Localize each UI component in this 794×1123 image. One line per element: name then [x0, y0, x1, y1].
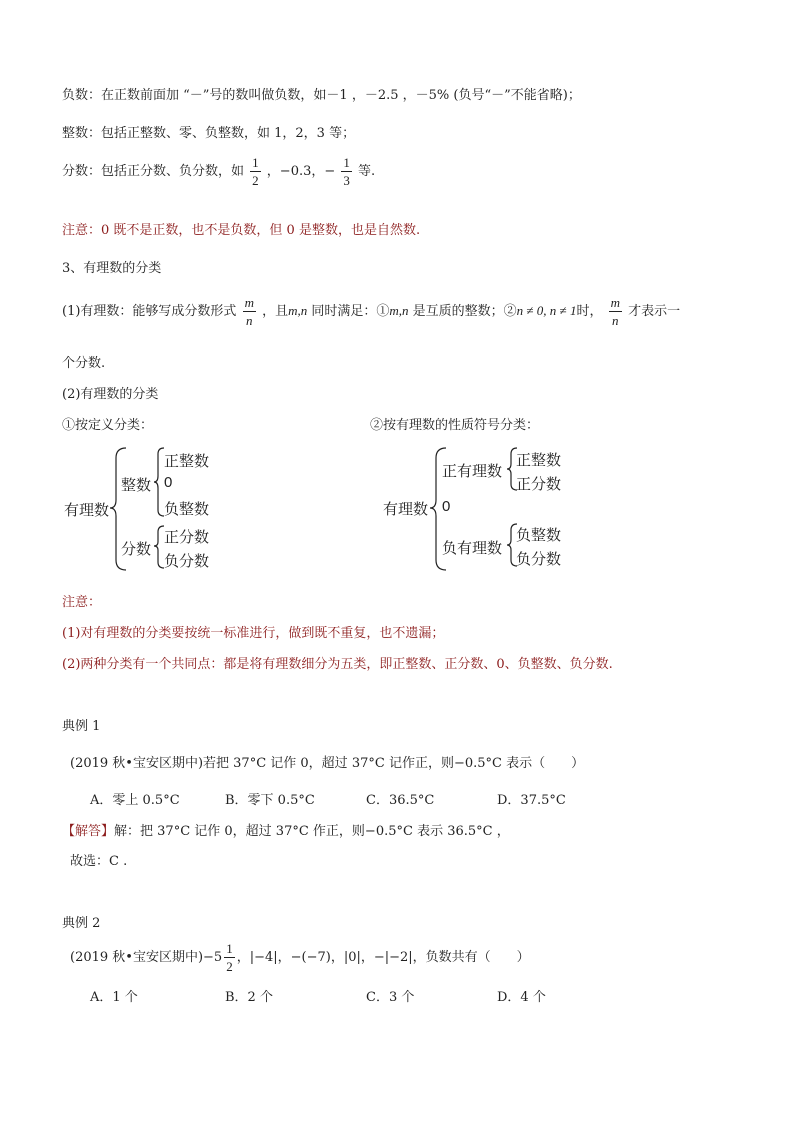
tree-right-positive: 正有理数: [442, 463, 503, 480]
example2-option-d: D．4 个: [497, 990, 546, 1005]
rational-def-prefix: (1)有理数：能够写成分数形式: [62, 304, 237, 319]
condition-n: n ≠ 0, n ≠ 1: [516, 303, 577, 318]
example2-option-c: C．3 个: [366, 990, 415, 1005]
tree-left-neg-int: 负整数: [164, 501, 210, 518]
rational-def-mid2: 同时满足：①: [307, 304, 390, 319]
rational-def-mid3: 是互质的整数；②: [408, 304, 517, 319]
answer-tag: 【解答】: [62, 824, 115, 839]
note-1: (1)对有理数的分类要按统一标准进行，做到既不重复，也不遗漏；: [62, 626, 445, 641]
mixed-fraction-half: $\frac{1}{2}$: [226, 941, 233, 974]
tree-right-neg-frac: 负分数: [516, 551, 562, 568]
example1-option-b: B．零下 0.5°C: [225, 793, 315, 808]
fraction-m-over-n: $\frac{m}{n}$: [244, 295, 254, 328]
fraction-one-third: $\frac{1}{3}$: [343, 155, 350, 188]
tree-right-zero: 0: [442, 498, 451, 515]
by-definition-label: ①按定义分类：: [62, 418, 154, 433]
example1-title: 典例 1: [62, 719, 101, 734]
classification-title: (2)有理数的分类: [62, 387, 159, 402]
tree-right-pos-frac: 正分数: [516, 476, 562, 493]
tree-left-integer: 整数: [121, 477, 152, 494]
example2-title: 典例 2: [62, 916, 101, 931]
example2-question: [70, 942, 530, 973]
fraction-def-suffix: 等.: [358, 164, 376, 179]
example1-option-a: A．零上 0.5°C: [90, 793, 180, 808]
example2-option-b: B．2 个: [225, 990, 273, 1005]
vars-mn: m,n: [288, 303, 308, 318]
integer-definition: 整数：包括正整数、零、负整数，如 1，2，3 等；: [62, 126, 356, 141]
example2-q-suffix: ，|−4|，−(−7)，|0|，−|−2|，负数共有（ ）: [236, 950, 530, 965]
notes-heading: 注意：: [62, 595, 102, 610]
answer-text: 解：把 37°C 记作 0，超过 37°C 作正，则−0.5°C 表示 36.5°C ，: [114, 824, 510, 839]
rational-definition: [62, 296, 680, 327]
example1-answer: [62, 820, 510, 839]
tree-left-fraction: 分数: [121, 541, 152, 558]
rational-def-mid1: ，且: [262, 304, 289, 319]
tree-right-neg-int: 负整数: [516, 527, 562, 544]
tree-right-negative: 负有理数: [442, 540, 503, 557]
rational-def-suffix: 才表示一: [628, 304, 681, 319]
vars-mn-2: m,n: [389, 303, 409, 318]
fraction-m-over-n-2: $\frac{m}{n}$: [610, 295, 620, 328]
rational-def-mid4: 时，: [576, 304, 603, 319]
example1-question: (2019 秋•宝安区期中)若把 37°C 记作 0，超过 37°C 记作正，则−0.5°C 表示（ ）: [70, 756, 585, 771]
tree-left-neg-frac: 负分数: [164, 553, 210, 570]
by-sign-label: ②按有理数的性质符号分类：: [370, 418, 540, 433]
rational-def-line2: 个分数.: [62, 356, 106, 371]
example1-option-d: D．37.5°C: [497, 793, 566, 808]
example2-option-a: A．1 个: [90, 990, 138, 1005]
note-zero: 注意：0 既不是正数，也不是负数，但 0 是整数，也是自然数.: [62, 223, 421, 238]
negative-definition: 负数：在正数前面加 “－”号的数叫做负数，如－1 ，－2.5 ，－5% (负号“－”不能省略)；: [62, 88, 581, 103]
note-2: (2)两种分类有一个共同点：都是将有理数细分为五类，即正整数、正分数、0、负整数、负分数.: [62, 657, 613, 672]
example2-q-prefix: (2019 秋•宝安区期中)−5: [70, 950, 223, 965]
section3-title: 3、有理数的分类: [62, 261, 162, 276]
tree-right-root: 有理数: [383, 501, 429, 518]
fraction-def-mid: ，−0.3，−: [266, 164, 336, 179]
tree-left-zero: 0: [164, 474, 173, 491]
tree-right-pos-int: 正整数: [516, 452, 562, 469]
example1-choice: 故选：C .: [70, 854, 128, 869]
tree-left-pos-frac: 正分数: [164, 529, 210, 546]
example1-option-c: C．36.5°C: [366, 793, 435, 808]
fraction-one-half: $\frac{1}{2}$: [252, 155, 259, 188]
fraction-definition: [62, 156, 375, 187]
tree-left-root: 有理数: [64, 502, 110, 519]
tree-left-pos-int: 正整数: [164, 453, 210, 470]
fraction-def-prefix: 分数：包括正分数、负分数，如: [62, 164, 245, 179]
